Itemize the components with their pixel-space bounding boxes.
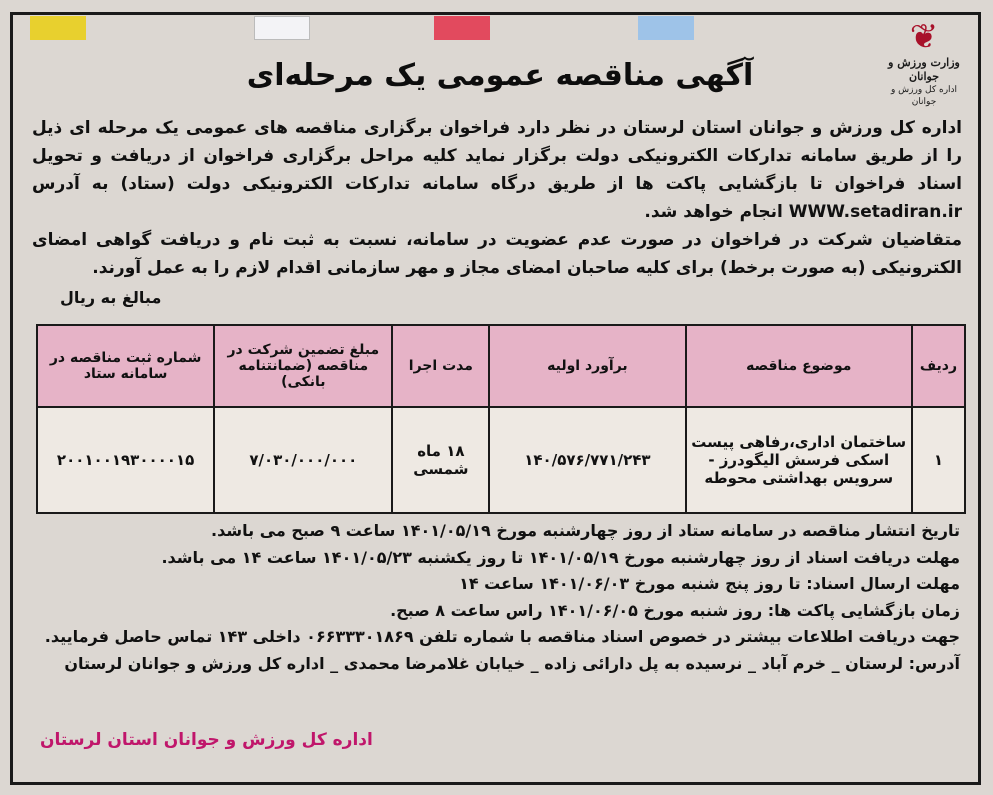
emblem-ministry-text: وزارت ورزش و جوانان [888,56,960,83]
intro-text [32,114,962,282]
cell-deposit: ۷/۰۳۰/۰۰۰/۰۰۰ [214,407,392,513]
emblem-office-text: اداره کل ورزش و جوانان [890,85,958,107]
currency-unit-note: مبالغ به ریال [60,288,162,307]
table-header-row [37,325,965,407]
header-registration: شماره ثبت مناقصه در سامانه ستاد [37,325,214,407]
header-duration: مدت اجرا [392,325,489,407]
table-row [37,407,965,513]
publish-date-line: تاریخ انتشار مناقصه در سامانه ستاد از روز چهارشنبه مورخ ۱۴۰۱/۰۵/۱۹ ساعت ۹ صبح می باشد. [211,521,960,540]
cell-subject: ساختمان اداری،رفاهی پیست اسکی فرسش الیگودرز - سرویس بهداشتی محوطه [686,407,912,513]
header-subject: موضوع مناقصه [686,325,912,407]
ministry-emblem [880,17,968,107]
tender-table [36,324,966,514]
header-row-number: ردیف [912,325,965,407]
iran-emblem-icon: ❦ [909,17,939,57]
address-line: آدرس: لرستان _ خرم آباد _ نرسیده به پل دارائی زاده _ خیابان غلامرضا محمدی _ اداره کل ورزش و جوانان لرستان [64,653,960,673]
header-estimate: برآورد اولیه [489,325,685,407]
document-deadline-line: مهلت دریافت اسناد از روز چهارشنبه مورخ ۱۴۰۱/۰۵/۱۹ تا روز یکشنبه ۱۴۰۱/۰۵/۲۳ ساعت ۱۴ می باشد. [161,547,960,567]
notice-title: آگهی مناقصه عمومی یک مرحله‌ای [246,58,754,93]
intro-paragraph: متقاضیان شرکت در فراخوان در صورت عدم عضویت در سامانه، نسبت به ثبت نام و دریافت گواهی امضای الکترونیکی (به صورت برخط) برای کلیه صاحبان امضای مجاز و مهر سازمانی اقدام لازم را به عمل آورند. [32,230,962,278]
cell-row-number: ۱ [912,407,965,513]
contact-line: جهت دریافت اطلاعات بیشتر در خصوص اسناد مناقصه با شماره تلفن ۰۶۶۳۳۳۰۱۸۶۹ داخلی ۱۴۳ تماس حاصل فرمایید. [44,627,960,646]
opening-time-line: زمان بازگشایی پاکت ها: روز شنبه مورخ ۱۴۰۱/۰۶/۰۵ راس ساعت ۸ صبح. [390,600,960,620]
header-deposit: مبلغ تضمین شرکت در مناقصه (ضمانتنامه بانکی) [214,325,392,407]
cell-registration: ۲۰۰۱۰۰۱۹۳۰۰۰۰۱۵ [37,407,214,513]
intro-paragraph: اداره کل ورزش و جوانان استان لرستان در نظر دارد فراخوان برگزاری مناقصه های عمومی یک مرحله ای ذیل را از طریق سامانه تدارکات الکترونیکی دولت برگزار نماید کلیه مراحل برگزاری فراخوان از دریافت و تحویل اسناد فراخوان تا بازگشایی پاکت ها از طریق درگاه سامانه تدارکات الکترونیکی دولت (ستاد) به آدرس WWW.setadiran.ir انجام خواهد شد. [32,118,962,222]
issuer-signature: اداره کل ورزش و جوانان استان لرستان [40,730,373,750]
cell-estimate: ۱۴۰/۵۷۶/۷۷۱/۲۴۳ [489,407,685,513]
tender-details [44,518,960,677]
submission-deadline-line: مهلت ارسال اسناد: تا روز پنج شنبه مورخ ۱۴۰۱/۰۶/۰۳ ساعت ۱۴ [459,574,960,593]
cell-duration: ۱۸ ماه شمسی [392,407,489,513]
